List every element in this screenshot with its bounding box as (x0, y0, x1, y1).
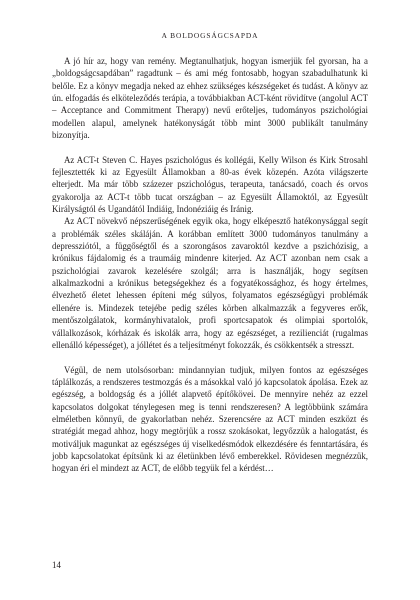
paragraph-3: Az ACT növekvő népszerűségének egyik oka, hogy elképesztő hatékonysággal segít a problémák széles skáláján. A korábban említett 3000 tudományos tanulmány a depressziótól, a függőségtől és a szorongásos zavaroktól kezdve a pszichózisig, a krónikus fájdalomig és a traumáig mindenre kiterjed. Az ACT azonban nem csak a pszichológiai zavarok kezelésére szolgál; arra is használják, hogy segítsen alkalmazkodni a krónikus betegségekhez és a fogyatékossághoz, és hogy értelmes, élvezhető életet lehessen építeni még súlyos, folyamatos egészségügyi problémák ellenére is. Mindezek tetejébe pedig széles körben alkalmazzák a fegyveres erők, mentőszolgálatok, kormányhivatalok, profi sportcsapatok és olimpiai sportolók, vállalkozások, kórházak és iskolák arra, hogy az egészséget, a rezilienciát (rugalmas ellenálló képességet), a jóllétet és a teljesítményt fokozzák, és csökkentsék a stresszt. (52, 216, 368, 350)
paragraph-1: A jó hír az, hogy van remény. Megtanulhatjuk, hogyan ismerjük fel gyorsan, ha a „boldogságcsapdában” ragadtunk – és ami még fontosabb, hogyan szabadulhatunk ki belőle. Ez a könyv megadja neked az ehhez szükséges készségeket és tudást. A könyv az ún. elfogadás és elköteleződés terápia, a továbbiakban ACT-ként rövidítve (angolul ACT – Acceptance and Commitment Therapy) nevű erőteljes, tudományos pszichológiai modellen alapul, amelynek hatékonyságát több mint 3000 publikált tanulmány bizonyítja. (52, 56, 368, 141)
paragraph-2: Az ACT-t Steven C. Hayes pszichológus és kollégái, Kelly Wilson és Kirk Strosahl fejlesztették ki az Egyesült Államokban a 80-as évek közepén. Azóta világszerte elterjedt. Ma már több százezer pszichológus, terapeuta, tanácsadó, coach és orvos gyakorolja az ACT-t több tucat országban – az Egyesült Államoktól, az Egyesült Királyságtól és Ugandától Indiáig, Indonéziáig és Iránig. (52, 154, 368, 215)
page-number: 14 (52, 560, 61, 570)
running-header: A BOLDOGSÁGCSAPDA (161, 31, 259, 40)
paragraph-4: Végül, de nem utolsósorban: mindannyian tudjuk, milyen fontos az egészséges táplálkozás, a rendszeres testmozgás és a másokkal való jó kapcsolatok ápolása. Ezek az egészség, a boldogság és a jóllét alapvető építőkövei. De mennyire nehéz az ezzel kapcsolatos dolgokat ténylegesen meg is tenni rendszeresen? A legtöbbünk számára elméletben könnyű, de gyakorlatban nehéz. Szerencsére az ACT minden eszközt és stratégiát megad ahhoz, hogy megtörjük a rossz szokásokat, legyőzzük a halogatást, és motiváljuk magunkat az egészséges új viselkedésmódok elkezdésére és fenntartására, és jobb kapcsolatokat építsünk ki az életünkben lévő emberekkel. Rövidesen megnézzük, hogyan éri el mindezt az ACT, de előbb tegyük fel a kérdést… (52, 364, 368, 474)
body-text (52, 55, 368, 475)
